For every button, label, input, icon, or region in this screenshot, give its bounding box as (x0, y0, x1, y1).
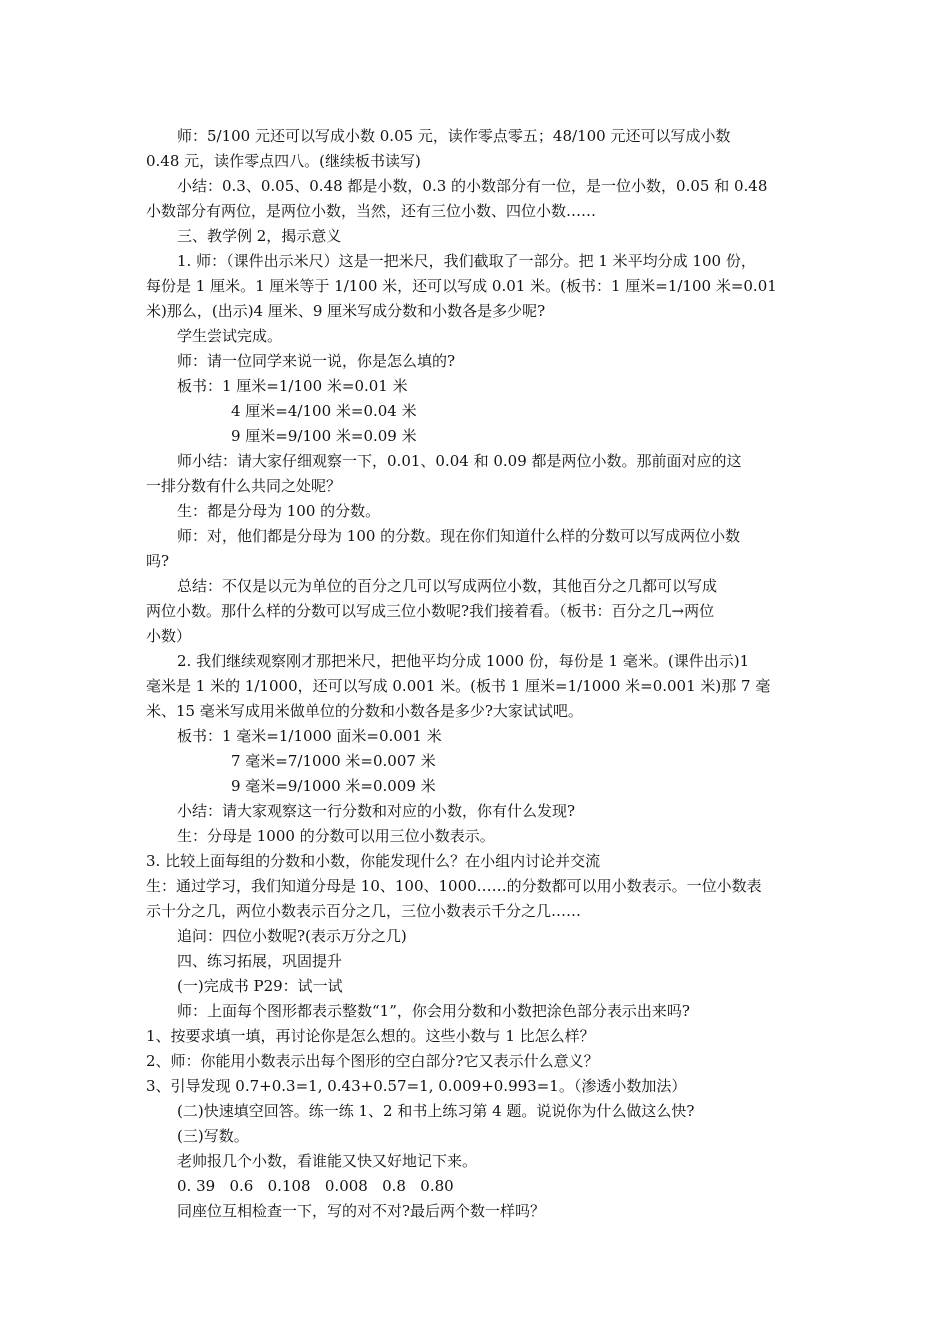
text-line: 师：上面每个图形都表示整数“1”，你会用分数和小数把涂色部分表示出来吗? (177, 1002, 690, 1020)
text-line: 1、按要求填一填，再讨论你是怎么想的。这些小数与 1 比怎么样？ (146, 1027, 595, 1045)
text-line: 生：都是分母为 100 的分数。 (177, 502, 381, 520)
text-line: 板书：1 厘米=1/100 米=0.01 米 (177, 377, 408, 395)
text-line: 总结：不仅是以元为单位的百分之几可以写成两位小数，其他百分之几都可以写成 (177, 577, 718, 595)
text-line: 2. 我们继续观察刚才那把米尺，把他平均分成 1000 份，每份是 1 毫米。(课件出示)1 (177, 652, 750, 670)
text-line: 师：请一位同学来说一说，你是怎么填的? (177, 352, 456, 370)
text-line: 米、15 毫米写成用米做单位的分数和小数各是多少?大家试试吧。 (146, 702, 583, 720)
text-line: 小结：请大家观察这一行分数和对应的小数，你有什么发现? (177, 802, 576, 820)
text-line: 4 厘米=4/100 米=0.04 米 (231, 402, 417, 420)
text-line: 师：对，他们都是分母为 100 的分数。现在你们知道什么样的分数可以写成两位小数 (177, 527, 741, 545)
text-line: 7 毫米=7/1000 米=0.007 米 (231, 752, 436, 770)
text-line: 同座位互相检查一下，写的对不对?最后两个数一样吗？ (177, 1202, 546, 1220)
text-line: 生：分母是 1000 的分数可以用三位小数表示。 (177, 827, 495, 845)
text-line: 老帅报几个小数，看谁能又快又好地记下来。 (177, 1152, 478, 1170)
text-line: 学生尝试完成。 (177, 327, 283, 345)
text-line: 3、引导发现 0.7+0.3=1, 0.43+0.57=1, 0.009+0.993=1。（渗透小数加法） (146, 1077, 687, 1095)
text-line: 0. 39 0.6 0.108 0.008 0.8 0.80 (177, 1177, 454, 1195)
section-heading: 三、教学例 2，揭示意义 (177, 227, 342, 245)
text-line: 板书：1 毫米=1/1000 面米=0.001 米 (177, 727, 442, 745)
text-line: 1. 师：（课件出示米尺）这是一把米尺，我们截取了一部分。把 1 米平均分成 100 份， (177, 252, 756, 270)
text-line: 0.48 元，读作零点四八。(继续板书读写) (146, 152, 421, 170)
text-line: 9 毫米=9/1000 米=0.009 米 (231, 777, 436, 795)
text-line: 每份是 1 厘米。1 厘米等于 1/100 米，还可以写成 0.01 米。(板书：1 厘米=1/100 米=0.01 (146, 277, 777, 295)
text-line: 9 厘米=9/100 米=0.09 米 (231, 427, 417, 445)
text-line: (一)完成书 P29：试一试 (177, 977, 343, 995)
text-line: 一排分数有什么共同之处呢？ (146, 477, 342, 495)
text-line: 小数） (146, 627, 192, 645)
document-page (146, 124, 816, 1224)
text-line: 小数部分有两位，是两位小数，当然，还有三位小数、四位小数…… (146, 202, 597, 220)
text-line: 两位小数。那什么样的分数可以写成三位小数呢?我们接着看。（板书：百分之几→两位 (146, 602, 715, 620)
text-line: (三)写数。 (177, 1127, 249, 1145)
text-line: 师：5/100 元还可以写成小数 0.05 元，读作零点零五；48/100 元还可以写成小数 (177, 127, 731, 145)
text-line: 生：通过学习，我们知道分母是 10、100、1000……的分数都可以用小数表示。一位小数表 (146, 877, 762, 895)
text-line: (二)快速填空回答。练一练 1、2 和书上练习第 4 题。说说你为什么做这么快? (177, 1102, 695, 1120)
section-heading: 四、练习拓展，巩固提升 (177, 952, 343, 970)
text-line: 小结：0.3、0.05、0.48 都是小数，0.3 的小数部分有一位，是一位小数，0.05 和 0.48 (177, 177, 768, 195)
text-line: 师小结：请大家仔细观察一下，0.01、0.04 和 0.09 都是两位小数。那前面对应的这 (177, 452, 742, 470)
text-line: 追问：四位小数呢?(表示万分之几) (177, 927, 407, 945)
text-line: 3. 比较上面每组的分数和小数，你能发现什么？在小组内讨论并交流 (146, 852, 601, 870)
text-line: 毫米是 1 米的 1/1000，还可以写成 0.001 米。(板书 1 厘米=1/1000 米=0.001 米)那 7 毫 (146, 677, 771, 695)
text-line: 示十分之几，两位小数表示百分之几，三位小数表示千分之几…… (146, 902, 582, 920)
text-line: 吗? (146, 552, 170, 570)
text-line: 2、师：你能用小数表示出每个图形的空白部分?它又表示什么意义？ (146, 1052, 599, 1070)
text-line: 米)那么，(出示)4 厘米、9 厘米写成分数和小数各是多少呢? (146, 302, 546, 320)
